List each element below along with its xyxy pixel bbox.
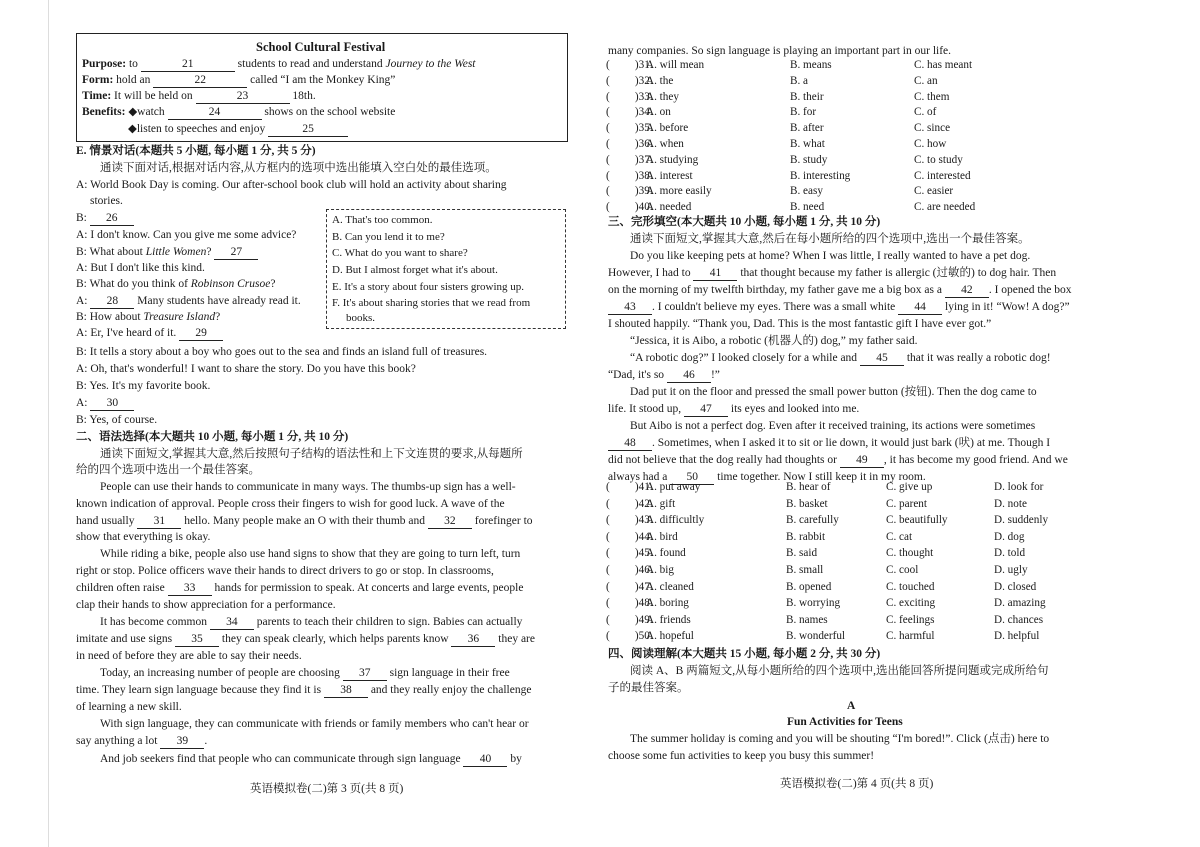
option-c[interactable]: C. give up — [886, 481, 933, 493]
blank-31: 31 — [137, 514, 181, 529]
cloze-option-row — [606, 580, 1106, 594]
blank-36: 36 — [451, 632, 495, 647]
passage-line: Do you like keeping pets at home? When I was little, I really wanted to have a pet dog. — [630, 250, 1031, 262]
option-b[interactable]: B. need — [790, 201, 825, 214]
passage-line: With sign language, they can communicate with friends or family members who can't hear or — [100, 718, 529, 730]
blank-23: 23 — [196, 89, 290, 104]
festival-title: School Cultural Festival — [256, 40, 386, 54]
option-c[interactable]: C. parent — [886, 497, 928, 510]
passage-line: of learning a new skill. — [76, 701, 182, 713]
blank-41: 41 — [693, 266, 737, 281]
option-d[interactable]: D. look for — [994, 481, 1044, 493]
passage-line: in need of before they are able to say their needs. — [76, 650, 302, 662]
passage-line: children often raise 33 hands for permission to speak. At concerts and large events, people — [76, 582, 524, 594]
blank-43: 43 — [608, 300, 652, 315]
festival-form-line: Form: hold an 22 called “I am the Monkey King” — [82, 74, 396, 86]
option-b[interactable]: B. basket — [786, 497, 828, 510]
option-b[interactable]: B. hear of — [786, 481, 831, 493]
dialog-line: A: 28 Many students have already read it. — [76, 295, 301, 307]
option-a[interactable]: A. cleaned — [646, 580, 694, 593]
question-number: ( )43. — [606, 514, 653, 527]
dialog-line: B: It tells a story about a boy who goes out to the sea and finds an island full of treasures. — [76, 346, 488, 358]
passage-line: But Aibo is not a perfect dog. Even after it received training, its actions were sometimes — [630, 420, 1036, 432]
question-number: ( )42. — [606, 497, 653, 510]
dialog-line: B: Yes, of course. — [76, 414, 158, 426]
passage-line: choose some fun activities to keep you busy this summer! — [608, 750, 875, 762]
option-c[interactable]: C. are needed — [914, 201, 976, 214]
section-two-heading: 二、语法选择(本大题共 10 小题, 每小题 1 分, 共 10 分) — [76, 431, 349, 443]
blank-28: 28 — [90, 294, 134, 309]
passage-line: always had a 50 time together. Now I still keep it in my room. — [608, 471, 926, 483]
option-b[interactable]: B. easy — [790, 185, 823, 198]
option-d[interactable]: D. told — [994, 547, 1026, 560]
dialog-option: B. Can you lend it to me? — [332, 231, 445, 243]
question-number: ( )34. — [606, 106, 653, 119]
question-number: ( )48. — [606, 597, 653, 610]
option-a[interactable]: A. they — [646, 90, 679, 103]
passage-line: imitate and use signs 35 they can speak clearly, which helps parents know 36 they are — [76, 633, 535, 645]
blank-47: 47 — [684, 402, 728, 417]
passage-line: show that everything is okay. — [76, 531, 211, 543]
section-four-instruction: 子的最佳答案。 — [608, 682, 689, 694]
question-number: ( )47. — [606, 580, 653, 593]
cloze-option-row — [606, 613, 1106, 627]
cloze-option-row — [606, 546, 1106, 560]
option-c[interactable]: C. feelings — [886, 613, 935, 626]
option-c[interactable]: C. cat — [886, 530, 913, 543]
dialog-line: A: But I don't like this kind. — [76, 262, 205, 274]
dialog-line: A: Oh, that's wonderful! I want to share the story. Do you have this book? — [76, 363, 416, 375]
passage-line: life. It stood up, 47 its eyes and looked into me. — [608, 403, 860, 415]
blank-39: 39 — [160, 734, 204, 749]
option-a[interactable]: A. studying — [646, 153, 699, 166]
section-four-heading: 四、阅读理解(本大题共 15 小题, 每小题 2 分, 共 30 分) — [608, 648, 881, 660]
grammar-option-row — [606, 169, 1026, 183]
grammar-option-row — [606, 137, 1026, 151]
option-a[interactable]: A. more easily — [646, 185, 712, 198]
option-b[interactable]: B. what — [790, 138, 825, 150]
passage-line: 43 . I couldn't believe my eyes. There was a small white 44 lying in it! “Wow! A dog?” — [608, 300, 1070, 315]
blank-27: 27 — [214, 245, 258, 260]
option-d[interactable]: D. note — [994, 497, 1027, 510]
blank-29: 29 — [179, 326, 223, 341]
grammar-option-row — [606, 200, 1026, 214]
grammar-option-row — [606, 74, 1026, 88]
question-number: ( )31. — [606, 59, 653, 71]
option-a[interactable]: A. before — [646, 122, 689, 135]
option-b[interactable]: B. a — [790, 74, 809, 87]
passage-line: Dad put it on the floor and pressed the small power button (按钮). Then the dog came to — [630, 386, 1037, 398]
option-a[interactable]: A. put away — [646, 481, 701, 493]
passage-line: clap their hands to show appreciation for a performance. — [76, 599, 336, 611]
option-d[interactable]: D. ugly — [994, 564, 1028, 576]
question-number: ( )44. — [606, 530, 653, 543]
question-number: ( )36. — [606, 138, 653, 150]
grammar-option-row — [606, 58, 1026, 72]
grammar-option-row — [606, 90, 1026, 104]
option-d[interactable]: D. amazing — [994, 597, 1046, 610]
option-b[interactable]: B. carefully — [786, 514, 839, 527]
dialog-line: A: I don't know. Can you give me some advice? — [76, 229, 297, 241]
grammar-option-row — [606, 121, 1026, 135]
passage-line: many companies. So sign language is playing an important part in our life. — [608, 45, 952, 57]
option-c[interactable]: C. cool — [886, 564, 919, 576]
option-a[interactable]: A. when — [646, 138, 684, 150]
dialog-option: D. But I almost forget what it's about. — [332, 264, 498, 276]
question-number: ( )33. — [606, 90, 653, 103]
blank-26: 26 — [90, 211, 134, 226]
option-c[interactable]: C. beautifully — [886, 514, 948, 527]
option-c[interactable]: C. since — [914, 122, 951, 135]
dialog-option: E. It's a story about four sisters growing up. — [332, 281, 525, 293]
option-b[interactable]: B. said — [786, 547, 818, 560]
blank-42: 42 — [945, 283, 989, 298]
option-c[interactable]: C. thought — [886, 547, 934, 560]
option-b[interactable]: B. for — [790, 106, 817, 119]
option-c[interactable]: C. has meant — [914, 59, 973, 71]
option-c[interactable]: C. how — [914, 138, 947, 150]
question-number: ( )39. — [606, 185, 653, 198]
passage-line: 48 . Sometimes, when I asked it to sit or lie down, it would just bark (吠) at me. Though I — [608, 436, 1050, 451]
cloze-option-row — [606, 629, 1106, 643]
passage-title: Fun Activities for Teens — [787, 716, 903, 728]
option-a[interactable]: A. needed — [646, 201, 692, 214]
option-c[interactable]: C. harmful — [886, 630, 935, 643]
section-four-instruction: 阅读 A、B 两篇短文,从每小题所给的四个选项中,选出能回答所提问题或完成所给句 — [630, 665, 1049, 677]
option-b[interactable]: B. worrying — [786, 597, 841, 610]
festival-purpose-line: Purpose: to 21 students to read and understand Journey to the West — [82, 58, 476, 70]
passage-line: I shouted happily. “Thank you, Dad. This is the most fantastic gift I have ever got.” — [608, 318, 992, 330]
option-b[interactable]: B. small — [786, 564, 824, 576]
blank-37: 37 — [343, 666, 387, 681]
cloze-option-row — [606, 513, 1106, 527]
blank-22: 22 — [153, 73, 247, 88]
question-number: ( )35. — [606, 122, 653, 135]
passage-line: time. They learn sign language because they find it is 38 and they really enjoy the challenge — [76, 684, 532, 696]
question-number: ( )46. — [606, 564, 653, 576]
question-number: ( )32. — [606, 74, 653, 87]
option-b[interactable]: B. their — [790, 90, 824, 103]
dialog-line: B: How about Treasure Island? — [76, 311, 221, 323]
option-d[interactable]: D. chances — [994, 613, 1044, 626]
dialog-line: A: 30 — [76, 396, 134, 411]
blank-33: 33 — [168, 581, 212, 596]
festival-benefits-line: Benefits: ◆watch 24 shows on the school website — [82, 106, 396, 118]
question-number: ( )37. — [606, 153, 653, 166]
passage-line: Today, an increasing number of people are choosing 37 sign language in their free — [100, 667, 510, 679]
option-b[interactable]: B. means — [790, 59, 832, 71]
dialog-line: B: 26 — [76, 211, 134, 226]
grammar-option-row — [606, 105, 1026, 119]
passage-line: While riding a bike, people also use hand signs to show that they are going to turn left, turn — [100, 548, 521, 560]
passage-line: say anything a lot 39 . — [76, 735, 208, 747]
option-a[interactable]: A. boring — [646, 597, 689, 610]
cloze-option-row — [606, 563, 1106, 577]
option-b[interactable]: B. wonderful — [786, 630, 846, 643]
option-c[interactable]: C. of — [914, 106, 937, 119]
dialog-option: books. — [346, 312, 376, 324]
right-page — [600, 0, 1200, 847]
cloze-option-row — [606, 497, 1106, 511]
option-a[interactable]: A. interest — [646, 169, 693, 182]
option-b[interactable]: B. names — [786, 613, 828, 626]
option-c[interactable]: C. to study — [914, 153, 963, 166]
passage-line: known indication of approval. People cross their fingers to wish for good luck. A wave of the — [76, 498, 505, 510]
passage-label: A — [847, 700, 856, 712]
section-two-instruction: 给的四个选项中选出一个最佳答案。 — [76, 464, 260, 476]
option-b[interactable]: B. rabbit — [786, 530, 826, 543]
passage-line: “Dad, it's so 46 !” — [608, 369, 720, 381]
passage-line: hand usually 31 hello. Many people make an O with their thumb and 32 forefinger to — [76, 515, 533, 527]
section-three-heading: 三、完形填空(本大题共 10 小题, 每小题 1 分, 共 10 分) — [608, 216, 881, 228]
dialog-line: B: What do you think of Robinson Crusoe? — [76, 278, 276, 290]
option-a[interactable]: A. will mean — [646, 59, 705, 71]
page-fold-line — [48, 0, 49, 847]
option-c[interactable]: C. them — [914, 90, 950, 103]
option-a[interactable]: A. gift — [646, 497, 676, 510]
dialog-option: A. That's too common. — [332, 214, 433, 226]
blank-35: 35 — [175, 632, 219, 647]
passage-line: And job seekers find that people who can communicate through sign language 40 by — [100, 753, 522, 765]
page-footer: 英语模拟卷(二)第 4 页(共 8 页) — [780, 778, 934, 790]
cloze-option-row — [606, 480, 1106, 494]
passage-line: on the morning of my twelfth birthday, my father gave me a big box as a 42 . I opened the box — [608, 284, 1072, 296]
blank-40: 40 — [463, 752, 507, 767]
blank-50: 50 — [670, 470, 714, 485]
dialog-option: C. What do you want to share? — [332, 247, 468, 259]
section-e-instruction: 通读下面对话,根据对话内容,从方框内的选项中选出能填入空白处的最佳选项。 — [100, 162, 497, 174]
section-three-instruction: 通读下面短文,掌握其大意,然后在每小题所给的四个选项中,选出一个最佳答案。 — [630, 233, 1030, 245]
cloze-option-row — [606, 596, 1106, 610]
passage-line: People can use their hands to communicate in many ways. The thumbs-up sign has a well- — [100, 481, 516, 493]
question-number: ( )50. — [606, 630, 653, 643]
passage-line: right or stop. Police officers wave their hands to direct drivers to go or stop. In classrooms, — [76, 565, 494, 577]
question-number: ( )38. — [606, 169, 653, 182]
blank-45: 45 — [860, 351, 904, 366]
blank-48: 48 — [608, 436, 652, 451]
passage-line: did not believe that the dog really had thoughts or 49 , it has become my good friend. And we — [608, 454, 1068, 466]
blank-24: 24 — [168, 105, 262, 120]
passage-line: The summer holiday is coming and you will be shouting “I'm bored!”. Click (点击) here to — [630, 733, 1050, 745]
question-number: ( )49. — [606, 613, 653, 626]
option-c[interactable]: C. an — [914, 74, 938, 87]
festival-time-line: Time: It will be held on 23 18th. — [82, 90, 316, 102]
option-a[interactable]: A. hopeful — [646, 630, 694, 643]
option-b[interactable]: B. after — [790, 122, 824, 135]
dialog-line: B: What about Little Women? 27 — [76, 245, 258, 260]
option-a[interactable]: A. difficultly — [646, 514, 705, 527]
dialog-line: B: Yes. It's my favorite book. — [76, 380, 211, 392]
blank-30: 30 — [90, 396, 134, 411]
page-footer: 英语模拟卷(二)第 3 页(共 8 页) — [250, 783, 404, 795]
passage-line: It has become common 34 parents to teach their children to sign. Babies can actually — [100, 616, 523, 628]
blank-38: 38 — [324, 683, 368, 698]
blank-44: 44 — [898, 300, 942, 315]
blank-25: 25 — [268, 122, 348, 137]
dialog-line: A: World Book Day is coming. Our after-school book club will hold an activity about sharing — [76, 179, 507, 191]
question-number: ( )45. — [606, 547, 653, 560]
option-c[interactable]: C. interested — [914, 169, 971, 182]
grammar-option-row — [606, 184, 1026, 198]
option-d[interactable]: D. helpful — [994, 630, 1040, 643]
option-a[interactable]: A. the — [646, 74, 674, 87]
option-a[interactable]: A. big — [646, 564, 674, 576]
question-number: ( )40. — [606, 201, 653, 214]
grammar-option-row — [606, 153, 1026, 167]
blank-46: 46 — [667, 368, 711, 383]
passage-line: “Jessica, it is Aibo, a robotic (机器人的) dog,” my father said. — [630, 335, 918, 347]
option-b[interactable]: B. interesting — [790, 169, 851, 182]
option-c[interactable]: C. touched — [886, 580, 935, 593]
blank-32: 32 — [428, 514, 472, 529]
blank-21: 21 — [141, 57, 235, 72]
option-d[interactable]: D. closed — [994, 580, 1037, 593]
option-a[interactable]: A. on — [646, 106, 671, 119]
dialog-option: F. It's about sharing stories that we read from — [332, 297, 531, 309]
option-a[interactable]: A. friends — [646, 613, 691, 626]
passage-line: “A robotic dog?” I looked closely for a while and 45 that it was really a robotic dog! — [630, 352, 1051, 364]
option-d[interactable]: D. dog — [994, 530, 1025, 543]
question-number: ( )41. — [606, 481, 653, 493]
option-d[interactable]: D. suddenly — [994, 514, 1049, 527]
cloze-option-row — [606, 530, 1106, 544]
option-b[interactable]: B. study — [790, 153, 828, 166]
blank-49: 49 — [840, 453, 884, 468]
festival-benefits-line-2: ◆listen to speeches and enjoy 25 — [128, 122, 348, 137]
passage-line: However, I had to 41 that thought because my father is allergic (过敏的) to dog hair. Then — [608, 267, 1057, 279]
option-b[interactable]: B. opened — [786, 580, 832, 593]
section-two-instruction: 通读下面短文,掌握其大意,然后按照句子结构的语法性和上下文连贯的要求,从每题所 — [100, 448, 523, 460]
dialog-line: A: Er, I've heard of it. 29 — [76, 326, 223, 341]
option-c[interactable]: C. exciting — [886, 597, 936, 610]
option-c[interactable]: C. easier — [914, 185, 954, 198]
option-a[interactable]: A. bird — [646, 530, 678, 543]
blank-34: 34 — [210, 615, 254, 630]
section-e-heading: E. 情景对话(本题共 5 小题, 每小题 1 分, 共 5 分) — [76, 145, 316, 157]
dialog-line: stories. — [90, 195, 123, 207]
option-a[interactable]: A. found — [646, 547, 686, 560]
